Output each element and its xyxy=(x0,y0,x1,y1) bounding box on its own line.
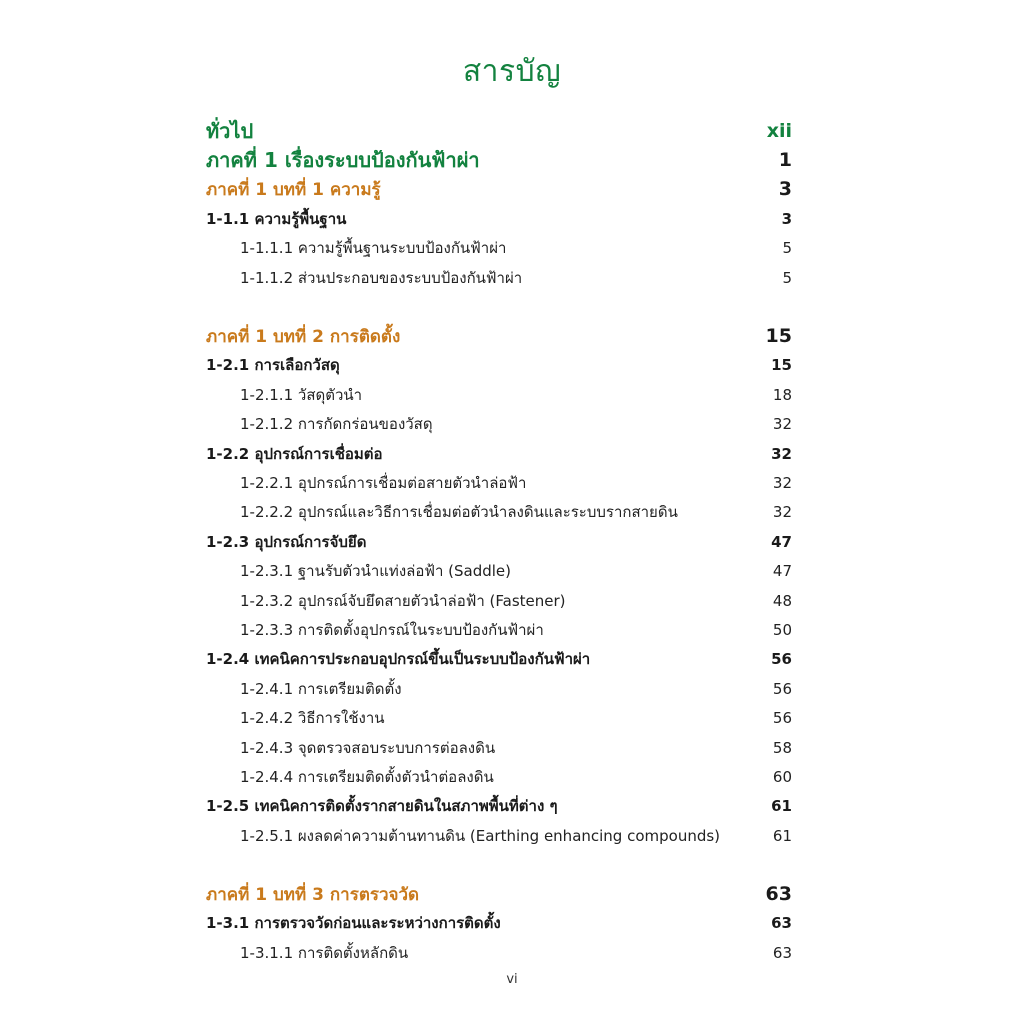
toc-entry-chapter-2[interactable] xyxy=(206,321,792,350)
toc-entry-subsection[interactable] xyxy=(206,410,792,439)
toc-entry-part-1[interactable] xyxy=(206,145,792,174)
page-title: สารบัญ xyxy=(462,54,562,89)
toc-entry-subsection[interactable] xyxy=(206,733,792,762)
toc-page-number: 32 xyxy=(771,444,792,463)
table-of-contents xyxy=(206,116,792,968)
toc-label: 1-2.4.4 การเตรียมติดตั้งตัวนำต่อลงดิน xyxy=(240,767,494,786)
toc-page-number: 56 xyxy=(771,650,792,669)
toc-label: ภาคที่ 1 บทที่ 3 การตรวจวัด xyxy=(206,884,420,905)
toc-label: 1-2.3.1 ฐานรับตัวนำแท่งล่อฟ้า (Saddle) xyxy=(240,562,512,581)
toc-entry-subsection[interactable] xyxy=(206,234,792,263)
toc-label: 1-2.2 อุปกรณ์การเชื่อมต่อ xyxy=(206,444,383,463)
toc-page-number: 18 xyxy=(772,385,792,404)
toc-entry-section[interactable] xyxy=(206,204,792,233)
toc-page-number: 61 xyxy=(772,826,792,845)
toc-entry-subsection[interactable] xyxy=(206,498,792,527)
toc-entry-section[interactable] xyxy=(206,792,792,821)
toc-label: 1-2.1.1 วัสดุตัวนำ xyxy=(240,385,363,404)
toc-page-number: 61 xyxy=(771,797,792,816)
toc-entry-chapter-1[interactable] xyxy=(206,175,792,204)
toc-entry-section[interactable] xyxy=(206,439,792,468)
toc-entry-subsection[interactable] xyxy=(206,263,792,292)
toc-page-number: 56 xyxy=(772,679,792,698)
toc-label: 1-2.5 เทคนิคการติดตั้งรากสายดินในสภาพพื้นที่ต่าง ๆ xyxy=(206,797,558,816)
toc-page-number: 32 xyxy=(772,415,792,434)
toc-label: 1-2.2.2 อุปกรณ์และวิธีการเชื่อมต่อตัวนำลงดินและระบบรากสายดิน xyxy=(240,503,678,522)
toc-label: 1-2.3 อุปกรณ์การจับยึด xyxy=(206,532,367,551)
toc-page-number: 48 xyxy=(772,591,792,610)
toc-label: 1-2.1 การเลือกวัสดุ xyxy=(206,356,340,375)
toc-label: ทั่วไป xyxy=(206,118,254,143)
toc-page-number: 47 xyxy=(772,562,792,581)
toc-entry-section[interactable] xyxy=(206,645,792,674)
toc-page-number: 32 xyxy=(772,473,792,492)
toc-entry-section[interactable] xyxy=(206,351,792,380)
footer-page-number: vi xyxy=(506,972,518,987)
toc-label: 1-1.1 ความรู้พื้นฐาน xyxy=(206,209,347,228)
toc-page-number: 50 xyxy=(772,620,792,639)
toc-page-number: 32 xyxy=(772,503,792,522)
toc-label: 1-2.2.1 อุปกรณ์การเชื่อมต่อสายตัวนำล่อฟ้า xyxy=(240,473,527,492)
toc-label: ภาคที่ 1 บทที่ 2 การติดตั้ง xyxy=(206,326,401,347)
toc-entry-subsection[interactable] xyxy=(206,380,792,409)
toc-page-number: 1 xyxy=(778,149,792,172)
toc-entry-subsection[interactable] xyxy=(206,468,792,497)
toc-page-number: 3 xyxy=(781,209,792,228)
toc-label: ภาคที่ 1 เรื่องระบบป้องกันฟ้าผ่า xyxy=(206,148,480,173)
toc-label: 1-2.3.2 อุปกรณ์จับยึดสายตัวนำล่อฟ้า (Fastener) xyxy=(240,591,566,610)
toc-label: 1-1.1.2 ส่วนประกอบของระบบป้องกันฟ้าผ่า xyxy=(240,268,523,287)
toc-label: 1-2.5.1 ผงลดค่าความต้านทานดิน (Earthing enhancing compounds) xyxy=(240,826,721,845)
toc-label: 1-2.1.2 การกัดกร่อนของวัสดุ xyxy=(240,415,433,434)
toc-entry-section[interactable] xyxy=(206,909,792,938)
toc-page-number: 5 xyxy=(782,268,792,287)
toc-entry-subsection[interactable] xyxy=(206,703,792,732)
toc-entry-subsection[interactable] xyxy=(206,556,792,585)
toc-entry-chapter-3[interactable] xyxy=(206,879,792,908)
toc-entry-section[interactable] xyxy=(206,527,792,556)
toc-page-number: 58 xyxy=(772,738,792,757)
toc-label: 1-2.3.3 การติดตั้งอุปกรณ์ในระบบป้องกันฟ้าผ่า xyxy=(240,620,544,639)
toc-entry-subsection[interactable] xyxy=(206,821,792,850)
spacer xyxy=(206,292,792,321)
toc-page-number: 15 xyxy=(765,325,792,348)
toc-page-number: 63 xyxy=(772,943,792,962)
toc-label: ภาคที่ 1 บทที่ 1 ความรู้ xyxy=(206,179,381,200)
toc-entry-subsection[interactable] xyxy=(206,762,792,791)
toc-page-number: 60 xyxy=(772,767,792,786)
toc-entry-subsection[interactable] xyxy=(206,938,792,967)
toc-page-number: 47 xyxy=(771,532,792,551)
toc-page-number: 56 xyxy=(772,709,792,728)
toc-label: 1-3.1.1 การติดตั้งหลักดิน xyxy=(240,943,409,962)
toc-page-number: 15 xyxy=(771,356,792,375)
toc-page-number: 63 xyxy=(771,914,792,933)
toc-entry-subsection[interactable] xyxy=(206,615,792,644)
toc-page-number: xii xyxy=(766,119,792,142)
toc-entry-subsection[interactable] xyxy=(206,586,792,615)
toc-entry-subsection[interactable] xyxy=(206,674,792,703)
spacer xyxy=(206,850,792,879)
toc-label: 1-3.1 การตรวจวัดก่อนและระหว่างการติดตั้ง xyxy=(206,914,501,933)
toc-page-number: 3 xyxy=(778,178,792,201)
toc-page-number: 63 xyxy=(765,883,792,906)
toc-page-number: 5 xyxy=(782,239,792,258)
toc-entry-general[interactable] xyxy=(206,116,792,145)
toc-label: 1-2.4.1 การเตรียมติดตั้ง xyxy=(240,679,402,698)
toc-label: 1-2.4.3 จุดตรวจสอบระบบการต่อลงดิน xyxy=(240,738,496,757)
toc-label: 1-2.4 เทคนิคการประกอบอุปกรณ์ขึ้นเป็นระบบป้องกันฟ้าผ่า xyxy=(206,650,591,669)
toc-label: 1-1.1.1 ความรู้พื้นฐานระบบป้องกันฟ้าผ่า xyxy=(240,239,507,258)
toc-label: 1-2.4.2 วิธีการใช้งาน xyxy=(240,709,385,728)
